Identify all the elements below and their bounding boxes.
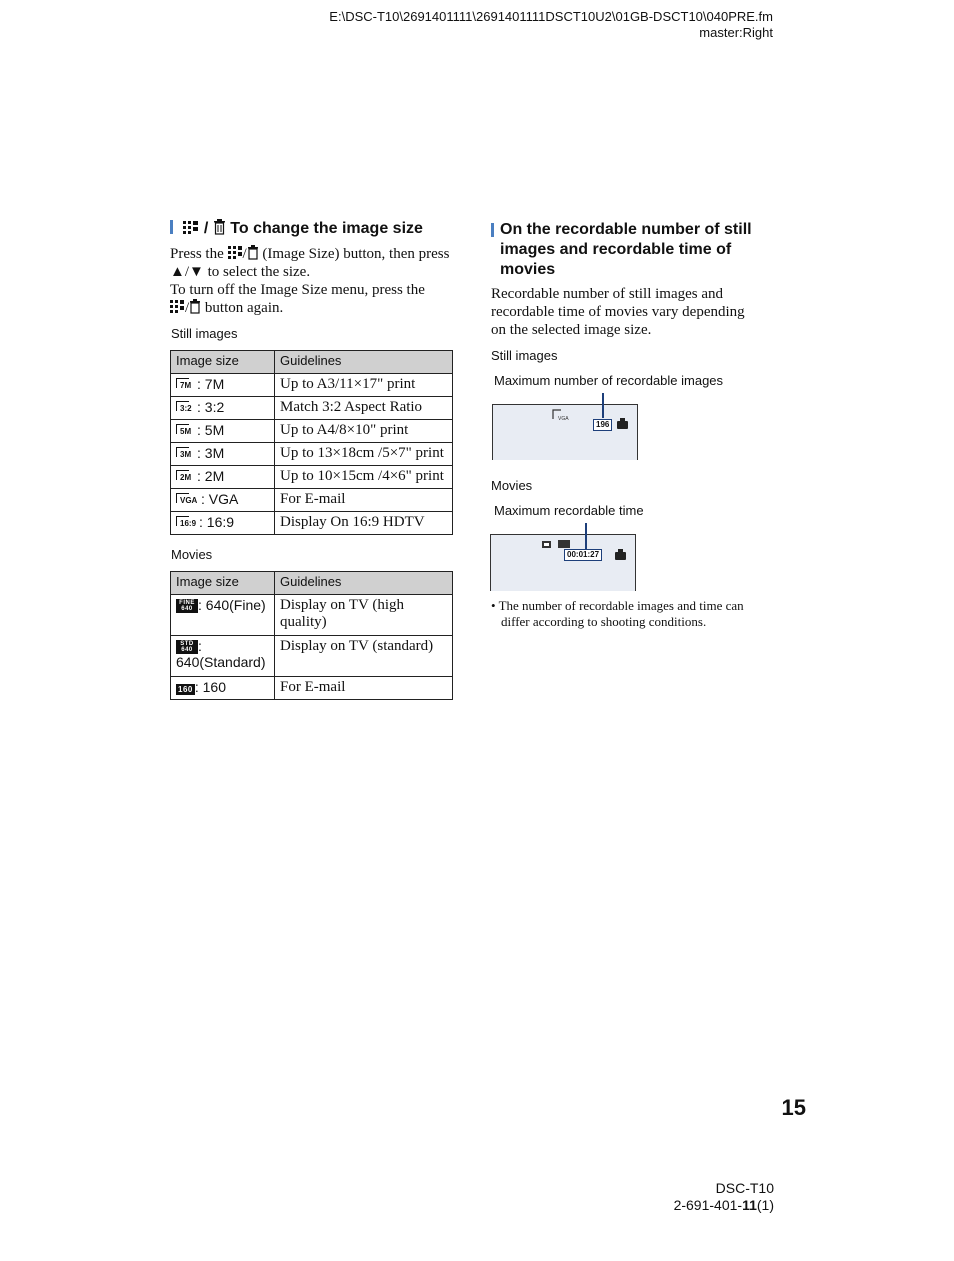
- guideline-cell: For E-mail: [275, 677, 453, 700]
- svg-text:VGA: VGA: [558, 416, 569, 421]
- column-header: Image size: [171, 351, 275, 374]
- image-size-icon: [228, 246, 243, 259]
- trash-icon: [189, 299, 201, 314]
- note-line: • The number of recordable images and time can: [491, 598, 744, 613]
- section-marker-bar: [170, 220, 173, 234]
- size-2m-icon: 2M: [176, 470, 196, 482]
- guideline-cell: Up to 13×18cm /5×7" print: [275, 443, 453, 466]
- master-page-label: master:Right: [699, 25, 773, 40]
- movie-640-fine-icon: FINE 640: [176, 599, 198, 613]
- size-7m-icon: 7M: [176, 378, 196, 390]
- size-vga-icon: VGA: [176, 493, 200, 505]
- size-3-2-icon: 3:2: [176, 401, 196, 413]
- guideline-cell: Up to A4/8×10" print: [275, 420, 453, 443]
- table-row: [171, 466, 453, 489]
- file-path-text: E:\DSC-T10\2691401111\2691401111DSCT10U2\01GB-DSCT10\040PRE.fm: [329, 9, 773, 24]
- size-value: : 160: [194, 679, 226, 695]
- column-header: Image size: [171, 572, 275, 595]
- size-value: : VGA: [201, 491, 239, 507]
- table-header-row: [171, 572, 453, 595]
- movies-caption: Movies: [491, 478, 533, 493]
- guideline-cell: Display on TV (high quality): [275, 595, 453, 636]
- camera-mode-icon: [617, 421, 628, 429]
- guideline-cell: Up to 10×15cm /4×6" print: [275, 466, 453, 489]
- left-section-heading: / To change the image size: [170, 219, 423, 239]
- size-value: : 3M: [197, 445, 225, 461]
- table-row: [171, 397, 453, 420]
- movie-size-table: [170, 571, 453, 700]
- body-line: recordable time of movies vary depending: [491, 304, 745, 320]
- column-header: Guidelines: [275, 572, 453, 595]
- body-text: button again.: [204, 300, 284, 316]
- max-time-label: Maximum recordable time: [494, 503, 644, 518]
- body-text: To turn off the Image Size menu, press the: [170, 282, 425, 298]
- note-line: differ according to shooting conditions.: [501, 614, 707, 629]
- size-16-9-icon: 16:9: [176, 516, 198, 528]
- guideline-cell: Display On 16:9 HDTV: [275, 512, 453, 535]
- size-5m-icon: 5M: [176, 424, 196, 436]
- movie-160-icon: 160: [178, 685, 193, 694]
- left-heading-text: To change the image size: [230, 220, 423, 237]
- size-value: : 7M: [197, 376, 225, 392]
- note-text: [491, 598, 781, 630]
- max-images-label: Maximum number of recordable images: [494, 373, 724, 388]
- table-row: [171, 512, 453, 535]
- size-value: : 640(Standard): [176, 638, 266, 670]
- document-code: 2-691-401-11(1): [673, 1197, 774, 1213]
- right-body-paragraph: [491, 285, 781, 339]
- still-images-caption: Still images: [171, 326, 238, 341]
- body-text: Press the: [170, 246, 224, 262]
- movie-lcd-screen: [490, 534, 636, 591]
- model-name: DSC-T10: [715, 1180, 774, 1196]
- footer-block: [674, 1180, 774, 1214]
- guideline-cell: Up to A3/11×17" print: [275, 374, 453, 397]
- size-value: : 3:2: [197, 399, 225, 415]
- callout-line: [602, 393, 604, 418]
- guideline-cell: Display on TV (standard): [275, 636, 453, 677]
- camera-mode-icon: [615, 552, 626, 560]
- body-line: Recordable number of still images and: [491, 286, 724, 302]
- trash-icon: [213, 219, 226, 235]
- movie-640-standard-icon: STD 640: [176, 640, 198, 654]
- table-row: [171, 443, 453, 466]
- trash-icon: [247, 245, 259, 260]
- size-3m-icon: 3M: [176, 447, 196, 459]
- still-lcd-screen: [492, 404, 638, 460]
- right-heading-line: images and recordable time of: [500, 241, 732, 258]
- guideline-cell: For E-mail: [275, 489, 453, 512]
- remaining-time-counter: 00:01:27: [564, 549, 602, 561]
- size-value: : 5M: [197, 422, 225, 438]
- table-header-row: [171, 351, 453, 374]
- remaining-images-counter: 196: [593, 419, 612, 431]
- column-header: Guidelines: [275, 351, 453, 374]
- still-image-size-table: [170, 350, 453, 535]
- image-size-icon: [170, 300, 185, 313]
- table-row: [171, 489, 453, 512]
- body-text: (Image Size) button, then press ▲/▼ to select the size.: [170, 246, 450, 280]
- left-body-paragraph: Press the / (Image Size) button, then press ▲/▼ to select the size. To turn off the Image Size menu, press the / button again.: [170, 246, 450, 316]
- vga-size-icon: [552, 409, 570, 421]
- size-value: : 16:9: [199, 514, 235, 530]
- right-section-heading: [491, 220, 781, 280]
- section-marker-bar: [491, 223, 494, 237]
- movie-mode-icon: [542, 539, 572, 549]
- table-row: [171, 636, 453, 677]
- table-row: [171, 420, 453, 443]
- page-number: 15: [781, 1095, 806, 1120]
- table-row: [171, 595, 453, 636]
- callout-line: [585, 523, 587, 549]
- size-value: : 2M: [197, 468, 225, 484]
- table-row: [171, 374, 453, 397]
- body-line: on the selected image size.: [491, 322, 652, 338]
- movies-caption: Movies: [171, 547, 213, 562]
- right-heading-line: movies: [500, 261, 556, 278]
- guideline-cell: Match 3:2 Aspect Ratio: [275, 397, 453, 420]
- image-size-icon: [183, 221, 199, 235]
- size-value: : 640(Fine): [198, 597, 266, 613]
- table-row: [171, 677, 453, 700]
- right-heading-line: On the recordable number of still: [500, 221, 752, 238]
- still-images-caption: Still images: [491, 348, 558, 363]
